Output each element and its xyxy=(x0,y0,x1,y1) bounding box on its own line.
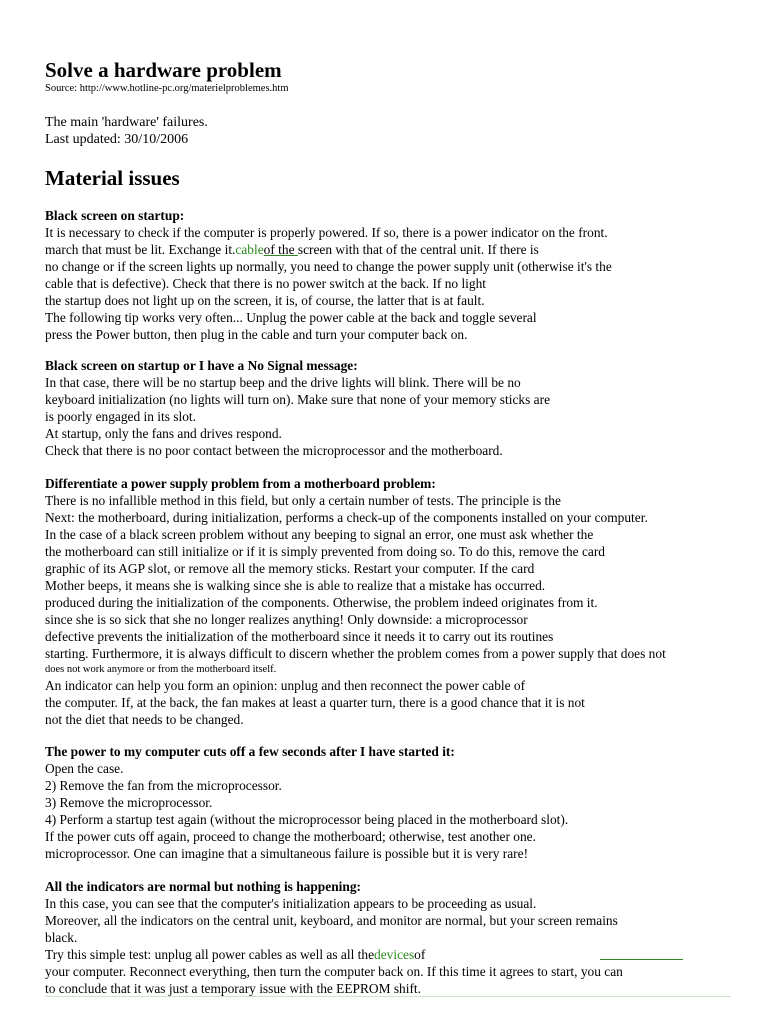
text-segment: march that must be lit. Exchange it. xyxy=(45,242,236,257)
paragraph-line: the computer. If, at the back, the fan makes at least a quarter turn, there is a good chance that it is not xyxy=(45,695,585,710)
paragraph-line: 3) Remove the microprocessor. xyxy=(45,795,213,810)
paragraph-line: your computer. Reconnect everything, then turn the computer back on. If this time it agrees to start, you can xyxy=(45,964,623,979)
blank-underline xyxy=(600,943,683,960)
paragraph-line: black. xyxy=(45,930,78,945)
paragraph-line: Check that there is no poor contact between the microprocessor and the motherboard. xyxy=(45,443,503,458)
cable-link[interactable]: cable xyxy=(235,242,264,257)
paragraph-line: An indicator can help you form an opinion: unplug and then reconnect the power cable of xyxy=(45,678,526,693)
intro-block xyxy=(45,114,208,148)
paragraph-line: The following tip works very often... Unplug the power cable at the back and toggle several xyxy=(45,310,537,325)
text-segment: of xyxy=(414,947,426,962)
section-heading-power-cuts-off: The power to my computer cuts off a few seconds after I have started it: xyxy=(45,744,455,759)
paragraph-line: At startup, only the fans and drives respond. xyxy=(45,426,282,441)
paragraph-line: Moreover, all the indicators on the central unit, keyboard, and monitor are normal, but your screen remains xyxy=(45,913,618,928)
intro-line: The main 'hardware' failures. xyxy=(45,115,208,130)
paragraph-line: cable that is defective). Check that there is no power switch at the back. If no light xyxy=(45,276,486,291)
paragraph-line: not the diet that needs to be changed. xyxy=(45,712,244,727)
paragraph-line: since she is so sick that she no longer realizes anything! Only downside: a microprocessor xyxy=(45,612,528,627)
section-no-signal xyxy=(45,357,550,459)
section-heading-indicators-normal: All the indicators are normal but nothing is happening: xyxy=(45,879,361,894)
paragraph-line: In this case, you can see that the computer's initialization appears to be proceeding as usual. xyxy=(45,896,537,911)
paragraph-line: There is no infallible method in this field, but only a certain number of tests. The principle is the xyxy=(45,493,561,508)
section-heading-no-signal: Black screen on startup or I have a No Signal message: xyxy=(45,358,358,373)
paragraph-line: produced during the initialization of the components. Otherwise, the problem indeed originates from it. xyxy=(45,595,598,610)
paragraph-line: keyboard initialization (no lights will turn on). Make sure that none of your memory sticks are xyxy=(45,392,551,407)
paragraph-line: the motherboard can still initialize or if it is simply prevented from doing so. To do this, remove the card xyxy=(45,544,605,559)
paragraph-line: Mother beeps, it means she is walking since she is able to realize that a mistake has occurred. xyxy=(45,578,546,593)
section-indicators-normal xyxy=(45,878,623,997)
paragraph-line-small: does not work anymore or from the motherboard itself. xyxy=(45,664,277,675)
section-heading: Material issues xyxy=(45,166,180,190)
text-segment: screen with that of the central unit. If there is xyxy=(297,242,539,257)
bottom-divider xyxy=(45,996,731,997)
last-updated-line: Last updated: 30/10/2006 xyxy=(45,132,189,147)
section-power-cuts-off xyxy=(45,743,568,862)
paragraph-line xyxy=(45,241,612,258)
section-heading-power-vs-motherboard: Differentiate a power supply problem from a motherboard problem: xyxy=(45,476,436,491)
of-the-link[interactable]: of the xyxy=(263,242,298,257)
paragraph-line: It is necessary to check if the computer is properly powered. If so, there is a power indicator on the front. xyxy=(45,225,608,240)
paragraph-line: Next: the motherboard, during initialization, performs a check-up of the components installed on your computer. xyxy=(45,510,648,525)
paragraph-line: Open the case. xyxy=(45,761,124,776)
document-title: Solve a hardware problem xyxy=(45,58,282,82)
paragraph-line: 4) Perform a startup test again (without the microprocessor being placed in the motherboard slot). xyxy=(45,812,569,827)
paragraph-line: In the case of a black screen problem without any beeping to signal an error, one must ask whether the xyxy=(45,527,594,542)
paragraph-line: starting. Furthermore, it is always difficult to discern whether the problem comes from a power supply that does not xyxy=(45,646,666,661)
paragraph-line: In that case, there will be no startup beep and the drive lights will blink. There will be no xyxy=(45,375,521,390)
paragraph-line: no change or if the screen lights up normally, you need to change the power supply unit (otherwise it's the xyxy=(45,259,612,274)
paragraph-line: 2) Remove the fan from the microprocessor. xyxy=(45,778,282,793)
paragraph-line xyxy=(45,946,623,963)
text-segment: Try this simple test: unplug all power cables as well as all the xyxy=(45,947,375,962)
paragraph-line: to conclude that it was just a temporary issue with the EEPROM shift. xyxy=(45,981,421,996)
paragraph-line: press the Power button, then plug in the cable and turn your computer back on. xyxy=(45,327,468,342)
source-line: Source: http://www.hotline-pc.org/materielproblemes.htm xyxy=(45,83,289,94)
devices-link[interactable]: devices xyxy=(374,947,415,962)
section-black-screen xyxy=(45,207,612,343)
section-heading-black-screen: Black screen on startup: xyxy=(45,208,185,223)
paragraph-line: is poorly engaged in its slot. xyxy=(45,409,197,424)
paragraph-line: the startup does not light up on the screen, it is, of course, the latter that is at fault. xyxy=(45,293,485,308)
section-power-vs-motherboard xyxy=(45,475,666,728)
paragraph-line: defective prevents the initialization of the motherboard since it needs it to carry out its routines xyxy=(45,629,554,644)
paragraph-line: If the power cuts off again, proceed to change the motherboard; otherwise, test another one. xyxy=(45,829,536,844)
paragraph-line: graphic of its AGP slot, or remove all the memory sticks. Restart your computer. If the card xyxy=(45,561,535,576)
paragraph-line: microprocessor. One can imagine that a simultaneous failure is possible but it is very rare! xyxy=(45,846,529,861)
